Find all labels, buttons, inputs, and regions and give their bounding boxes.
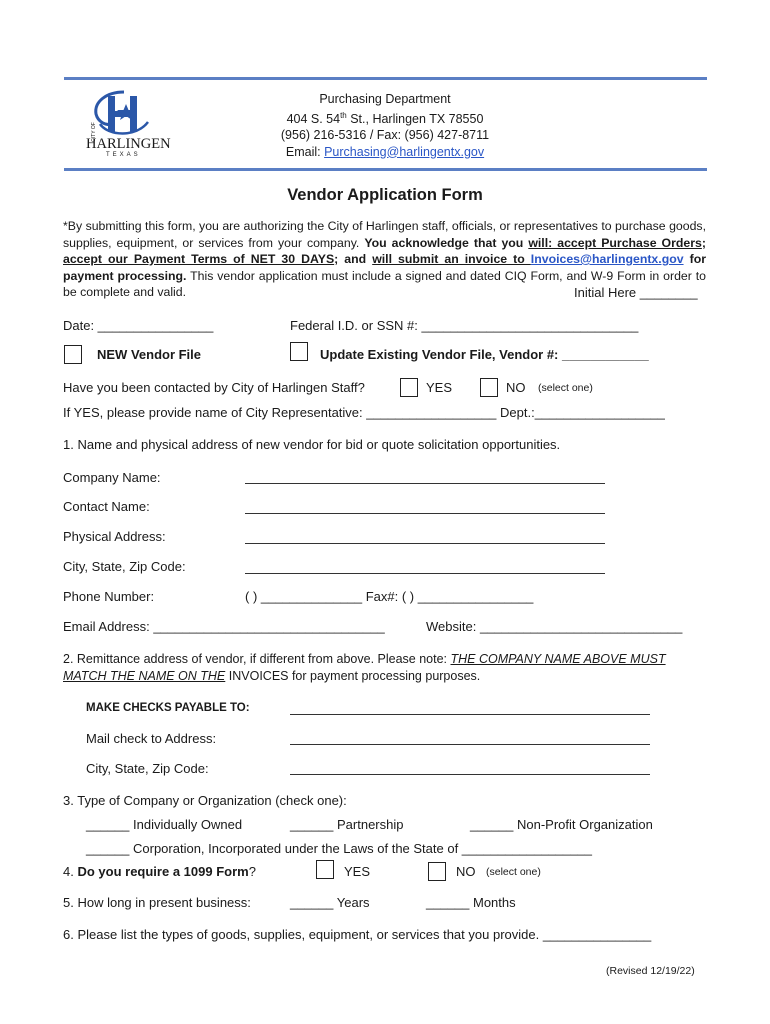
company-name-input[interactable] [245, 483, 605, 484]
section1-heading: 1. Name and physical address of new vendor for bid or quote solicitation opportunities. [63, 437, 561, 452]
intro-text-1: *By submitting this form, you are authorizing the City of Harlingen staff, officials, or representatives to purchase goods, supplies, equipment, or services from your company. [63, 219, 706, 250]
section2-heading-b: THE COMPANY NAME ABOVE MUST MATCH THE NAME ON THE [63, 652, 666, 683]
contacted-question: Have you been contacted by City of Harlingen Staff? [63, 380, 365, 395]
section5-question: 5. How long in present business: [63, 895, 251, 910]
company-name-label: Company Name: [63, 470, 161, 485]
header-top-rule [64, 77, 707, 80]
federal-id-field[interactable]: Federal I.D. or SSN #: ______________________________ [290, 318, 639, 333]
date-field[interactable]: Date: ________________ [63, 318, 214, 333]
update-vendor-checkbox[interactable] [290, 342, 308, 361]
phone-fax: (956) 216-5316 / Fax: (956) 427-8711 [280, 128, 490, 143]
street-address-sup: th [340, 110, 347, 120]
section4-question-text: Do you require a 1099 Form [77, 864, 249, 879]
street-address-number: 404 S. 54 [286, 111, 341, 126]
months-field[interactable]: ______ Months [426, 895, 516, 910]
remit-city-label: City, State, Zip Code: [86, 761, 209, 776]
form-title: Vendor Application Form [287, 186, 483, 204]
years-field[interactable]: ______ Years [290, 895, 370, 910]
header-bottom-rule [64, 168, 707, 171]
intro-text-4: ; [701, 235, 706, 250]
city-rep-field[interactable]: If YES, please provide name of City Representative: __________________ Dept.:__________________ [63, 405, 665, 420]
contact-name-input[interactable] [245, 513, 605, 514]
physical-address-input[interactable] [245, 543, 605, 544]
checks-payable-input[interactable] [290, 714, 650, 715]
email-label: Email: [285, 144, 325, 159]
physical-address-label: Physical Address: [63, 529, 166, 544]
street-address [250, 108, 520, 128]
corporation-field[interactable]: ______ Corporation, Incorporated under the Laws of the State of __________________ [86, 841, 592, 856]
section4-qmark: ? [248, 864, 256, 879]
intro-text-5: accept our Payment Terms of NET 30 DAYS [63, 252, 335, 266]
invoices-email-link[interactable]: Invoices@harlingentx.gov [530, 252, 684, 266]
contacted-select-hint: (select one) [538, 382, 593, 394]
section3-heading: 3. Type of Company or Organization (check one): [63, 793, 347, 808]
form1099-no-label: NO [456, 864, 476, 879]
intro-text-10: This vendor application must include a signed and dated CIQ Form, and W-9 Form in order to be complete and valid. [63, 268, 706, 299]
form1099-select-hint: (select one) [486, 866, 541, 878]
street-address-rest: St., Harlingen TX 78550 [346, 111, 484, 126]
section2-heading-a: 2. Remittance address of vendor, if different from above. Please note: [63, 652, 451, 666]
logo-small-text: CITY OF [90, 122, 97, 142]
website-field[interactable]: Website: ____________________________ [426, 619, 683, 634]
section4-num: 4. [63, 864, 78, 879]
remit-city-input[interactable] [290, 774, 650, 775]
header-address-block [250, 91, 520, 160]
contacted-yes-label: YES [426, 380, 453, 395]
email-address-field[interactable]: Email Address: ________________________________ [63, 619, 385, 634]
intro-text-6: ; and [334, 252, 373, 266]
form1099-yes-checkbox[interactable] [316, 860, 334, 879]
phone-fax-fields[interactable]: ( ) ______________ Fax#: ( ) ________________ [245, 589, 534, 604]
city-state-zip-label: City, State, Zip Code: [63, 559, 186, 574]
non-profit-field[interactable]: ______ Non-Profit Organization [470, 817, 653, 832]
city-logo [86, 86, 171, 166]
checks-payable-label: MAKE CHECKS PAYABLE TO: [86, 702, 250, 714]
form1099-yes-label: YES [344, 864, 371, 879]
mail-check-input[interactable] [290, 744, 650, 745]
section6-question[interactable]: 6. Please list the types of goods, supplies, equipment, or services that you provide. _______________ [63, 927, 652, 942]
department-name: Purchasing Department [319, 92, 451, 106]
form1099-no-checkbox[interactable] [428, 862, 446, 881]
purchasing-email-link[interactable]: Purchasing@harlingentx.gov [324, 144, 485, 159]
new-vendor-label: NEW Vendor File [97, 347, 202, 362]
initial-here-field[interactable]: Initial Here ________ [574, 285, 698, 300]
section4-question [63, 864, 256, 879]
contact-name-label: Contact Name: [63, 499, 150, 514]
revised-date: (Revised 12/19/22) [606, 965, 695, 977]
city-state-zip-input[interactable] [245, 573, 605, 574]
contacted-no-label: NO [506, 380, 526, 395]
intro-text-7: will submit an invoice to [372, 252, 531, 266]
email-line [250, 144, 520, 161]
contacted-no-checkbox[interactable] [480, 378, 498, 397]
contacted-yes-checkbox[interactable] [400, 378, 418, 397]
mail-check-label: Mail check to Address: [86, 731, 217, 746]
new-vendor-checkbox[interactable] [64, 345, 82, 364]
update-vendor-label[interactable]: Update Existing Vendor File, Vendor #: ____________ [320, 347, 649, 362]
intro-text-9: for payment processing. [63, 252, 706, 283]
intro-text-3: will: accept Purchase Orders [528, 235, 702, 250]
section2-heading [63, 651, 706, 684]
intro-text-2: You acknowledge that you [364, 235, 529, 250]
partnership-field[interactable]: ______ Partnership [290, 817, 404, 832]
phone-number-label: Phone Number: [63, 589, 155, 604]
logo-city-name: HARLINGEN [86, 136, 171, 152]
logo-state: TEXAS [106, 152, 141, 158]
individually-owned-field[interactable]: ______ Individually Owned [86, 817, 243, 832]
section2-heading-c: INVOICES for payment processing purposes. [225, 668, 481, 683]
